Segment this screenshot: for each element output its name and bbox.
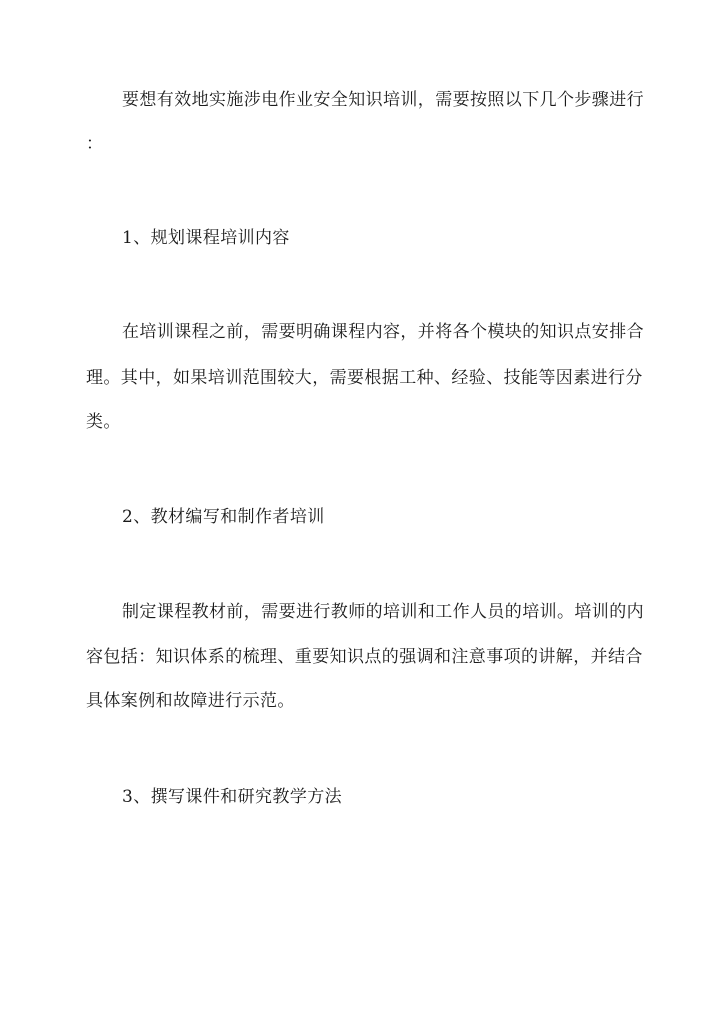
intro-line-1: 要想有效地实施涉电作业安全知识培训，需要按照以下几个步骤进行 [122,90,644,110]
section-1-para-line-1: 在培训课程之前，需要明确课程内容，并将各个模块的知识点安排合 [122,322,644,342]
section-1-heading: 1、规划课程培训内容 [122,228,290,248]
section-2-para-line-1: 制定课程教材前，需要进行教师的培训和工作人员的培训。培训的内 [122,602,644,622]
section-3-heading: 3、撰写课件和研究教学方法 [122,787,343,807]
intro-line-2: ： [86,134,104,154]
section-2-para-line-2: 容包括：知识体系的梳理、重要知识点的强调和注意事项的讲解，并结合 [86,647,643,667]
section-1-para-line-3: 类。 [86,412,121,432]
section-2-heading: 2、教材编写和制作者培训 [122,507,325,527]
section-1-para-line-2: 理。其中，如果培训范围较大，需要根据工种、经验、技能等因素进行分 [86,368,643,388]
section-2-para-line-3: 具体案例和故障进行示范。 [86,691,295,711]
